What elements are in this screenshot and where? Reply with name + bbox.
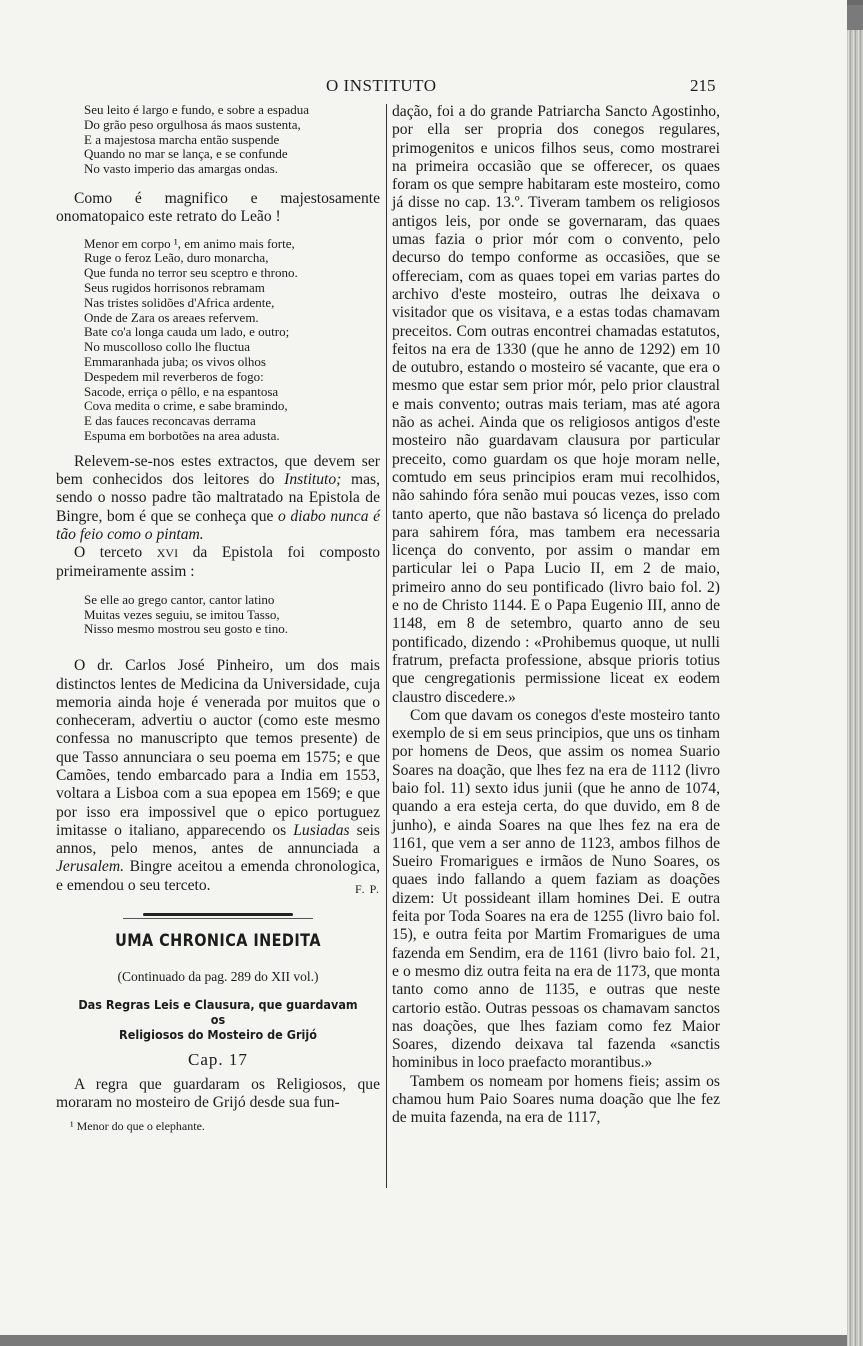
poem-line: Nas tristes solidões d'Africa ardente, (84, 294, 275, 310)
section-title: UMA CHRONICA INEDITA (115, 931, 321, 952)
poem-line: Menor em corpo ¹, em animo mais forte, (84, 235, 295, 251)
text-run: O dr. Carlos José Pinheiro, um dos mais distinctos lentes de Medicina da Universidade, cuja memoria ainda hoje é venerada por muitos que o conheceram, advertiu o auctor (como este mesmo confessa no manuscripto que temos presente) de que Tasso annunciara o seu poema em 1575; e que Camões, tendo embarcado para a India em 1553, voltara a Lisboa com a sua epopea em 1569; e que por isso era impossivel que o epico portuguez imitasse o italiano, apparecendo os (56, 657, 380, 839)
poem-three (84, 593, 380, 637)
text-run: seis annos, pelo menos, antes de annunciada a (56, 821, 380, 858)
paragraph: Com que davam os conegos d'este mosteiro tanto exemplo de si em seus principios, que uns os tinham por homens de Deos, que assim os nomea Suario Soares na doação, que lhes fez na era de 1112 (livro baio fol. 11) sexto idus junii (que he anno de 1074, quando a era esteja certa, do que duvido, em 8 de junho), e ainda Soares na que lhes fez na era de 1161, que vem a ser anno de 1123, ambos filhos de Sueiro Fromarigues e irmãos de Nuno Soares, os quaes indo fallando a quem faziam as doações dizem: Ut possideant illam homines Dei. E outra feita por Toda Soares na era de 1255 (livro baio fol. 15), e outra feita por Martim Fromarigues de uma fazenda em Sendim, era de 1161 (livro baio fol. 21, e o mesmo diz outra feita na era de 1173, que monta tanto como anno de 1135, e outras que neste cartorio estão. Outras pessoas os chamavam sanctos nas doações, que lhes faziam como fez Maior Soares, dizendo deixava tal fazenda «sanctis hominibus in loco praefacto morantibus.» (392, 706, 720, 1072)
paragraph: dação, foi a do grande Patriarcha Sancto Agostinho, por ella ser propria dos conegos regulares, primogenitos e unicos filhos seus, como mostrarei na primeira occasião que se offerecer, os quaes foram os que sempre habitaram este mosteiro, como já disse no cap. 13.º. Tiveram tambem os religiosos antigos leis, por onde se governaram, das quaes umas fazia o prior mór com o convento, pelo decurso do tempo conforme as occasiões, que se offereciam, com as quaes topei em varias partes do archivo d'este mosteiro, outras lhe deixava o visitador que os visitava, e a estas todas chamavam preceitos. Com outras encontrei chamadas estatutos, feitos na era de 1330 (que he anno de 1292) em 10 de outubro, estando o mosteiro sé vacante, que era o mesmo que estar sem prior mór, pelo prior claustral e mais convento; outras mais teriam, mas até agora não as achei. Ainda que os religiosos antigos d'este mosteiro não guardavam clausura por particular preceito, como guardam os que hoje moram nelle, comtudo em seus principios eram mui recolhidos, não sahindo fóra senão mui poucas vezes, isso com tanto aperto, que não bastava só licença do prelado para sahirem fóra, mas tambem era necessaria licença do convento, por assim o mandar em particular lei o Papa Lucio II, em 2 de maio, primeiro anno do seu pontificado (livro baio fol. 2) e no de Christo 1144. E o Papa Eugenio III, anno de 1148, em 8 de setembro, quarto anno de seu pontificado, dizendo : «Prohibemus quoque, ut nulli fratrum, prefacta professione, absque prioris totius que cengregationis permissione liceat ex eodem claustro discedere.» (392, 103, 720, 706)
poem-line: Seus rugidos horrisonos rebramam (84, 279, 265, 295)
book-fore-edge (847, 30, 863, 1346)
chapter-heading: Cap. 17 (188, 1050, 248, 1070)
ornamental-rule (143, 907, 293, 921)
section-subtitle (72, 997, 364, 1042)
poem-line: Bate co'a longa cauda um lado, e outro; (84, 324, 290, 340)
poem-line: Cova medita o crime, e sabe bramindo, (84, 398, 288, 414)
page-number: 215 (690, 76, 716, 95)
column-divider (386, 104, 387, 1188)
running-title: O INSTITUTO (326, 76, 437, 95)
text-run: O terceto (74, 544, 157, 562)
paragraph: Como é magnifico e majestosamente onomatopaico este retrato do Leão ! (56, 189, 380, 226)
poem-line: Ruge o feroz Leão, duro monarcha, (84, 250, 269, 266)
poem-line: Seu leito é largo e fundo, e sobre a espadua (84, 102, 310, 117)
italic-run: o diabo nunca é tão feio como o pintam. (56, 507, 380, 543)
page-header (0, 76, 847, 100)
paragraph (56, 453, 380, 544)
poem-line: Do grão peso orgulhosa ás maos sustenta, (84, 116, 301, 132)
left-column (56, 103, 380, 1134)
poem-line: Muitas vezes seguiu, se imitou Tasso, (84, 606, 280, 622)
rule-thick (143, 913, 293, 916)
poem-line: Que funda no terror seu sceptro e throno. (84, 265, 298, 281)
poem-one (84, 103, 380, 177)
continuation-note: (Continuado da pag. 289 do XII vol.) (117, 969, 319, 985)
poem-two (84, 237, 380, 444)
text-run: da Epistola foi composto primeiramente assim : (56, 544, 380, 580)
poem-line: Espuma em borbotões na area adusta. (84, 427, 280, 443)
subtitle-line: Religiosos do Mosteiro de Grijó (119, 1027, 317, 1043)
paragraph (56, 544, 380, 581)
italic-run: Lusiadas (293, 821, 350, 839)
text-run: Bingre aceitou a emenda chronologica, e emendou o seu terceto. (56, 858, 380, 894)
poem-line: Despedem mil reverberos de fogo: (84, 368, 264, 384)
signature: F. P. (354, 881, 380, 896)
italic-run: Instituto; (284, 471, 342, 489)
poem-line: Se elle ao grego cantor, cantor latino (84, 591, 275, 607)
poem-line: No muscolloso collo lhe fluctua (84, 339, 251, 355)
text-run: mas, sendo o nosso padre tão maltratado na Epistola de Bingre, bom é que se conheça que (56, 471, 380, 525)
paragraph: Tambem os nomeam por homens fieis; assim os chamou hum Paio Soares numa doação que lhe fez de muita fazenda, na era de 1117, (392, 1072, 720, 1127)
right-column (392, 103, 720, 1128)
poem-line: Quando no mar se lança, e se confunde (84, 146, 288, 162)
subtitle-line: Das Regras Leis e Clausura, que guardavam os (78, 997, 358, 1028)
poem-line: Emmaranhada juba; os vivos olhos (84, 353, 266, 369)
poem-line: E das fauces reconcavas derrama (84, 413, 256, 429)
footnote: ¹ Menor do que o elephante. (70, 1118, 205, 1133)
paragraph: A regra que guardaram os Religiosos, que moraram no mosteiro de Grijó desde sua fun- (56, 1076, 380, 1112)
paragraph (56, 657, 380, 895)
rule-thin (123, 918, 313, 919)
poem-line: E a majestosa marcha então suspende (84, 131, 280, 147)
poem-line: Onde de Zara os areaes refervem. (84, 309, 259, 325)
roman-numeral: XVI (156, 546, 179, 561)
poem-line: Nisso mesmo mostrou seu gosto e tino. (84, 621, 289, 637)
poem-line: No vasto imperio das amargas ondas. (84, 161, 278, 177)
text-run: Relevem-se-nos estes extractos, que devem ser bem conhecidos dos leitores do (56, 452, 380, 489)
italic-run: Jerusalem. (56, 858, 124, 876)
poem-line: Sacode, erriça o pêllo, e na espantosa (84, 383, 279, 399)
